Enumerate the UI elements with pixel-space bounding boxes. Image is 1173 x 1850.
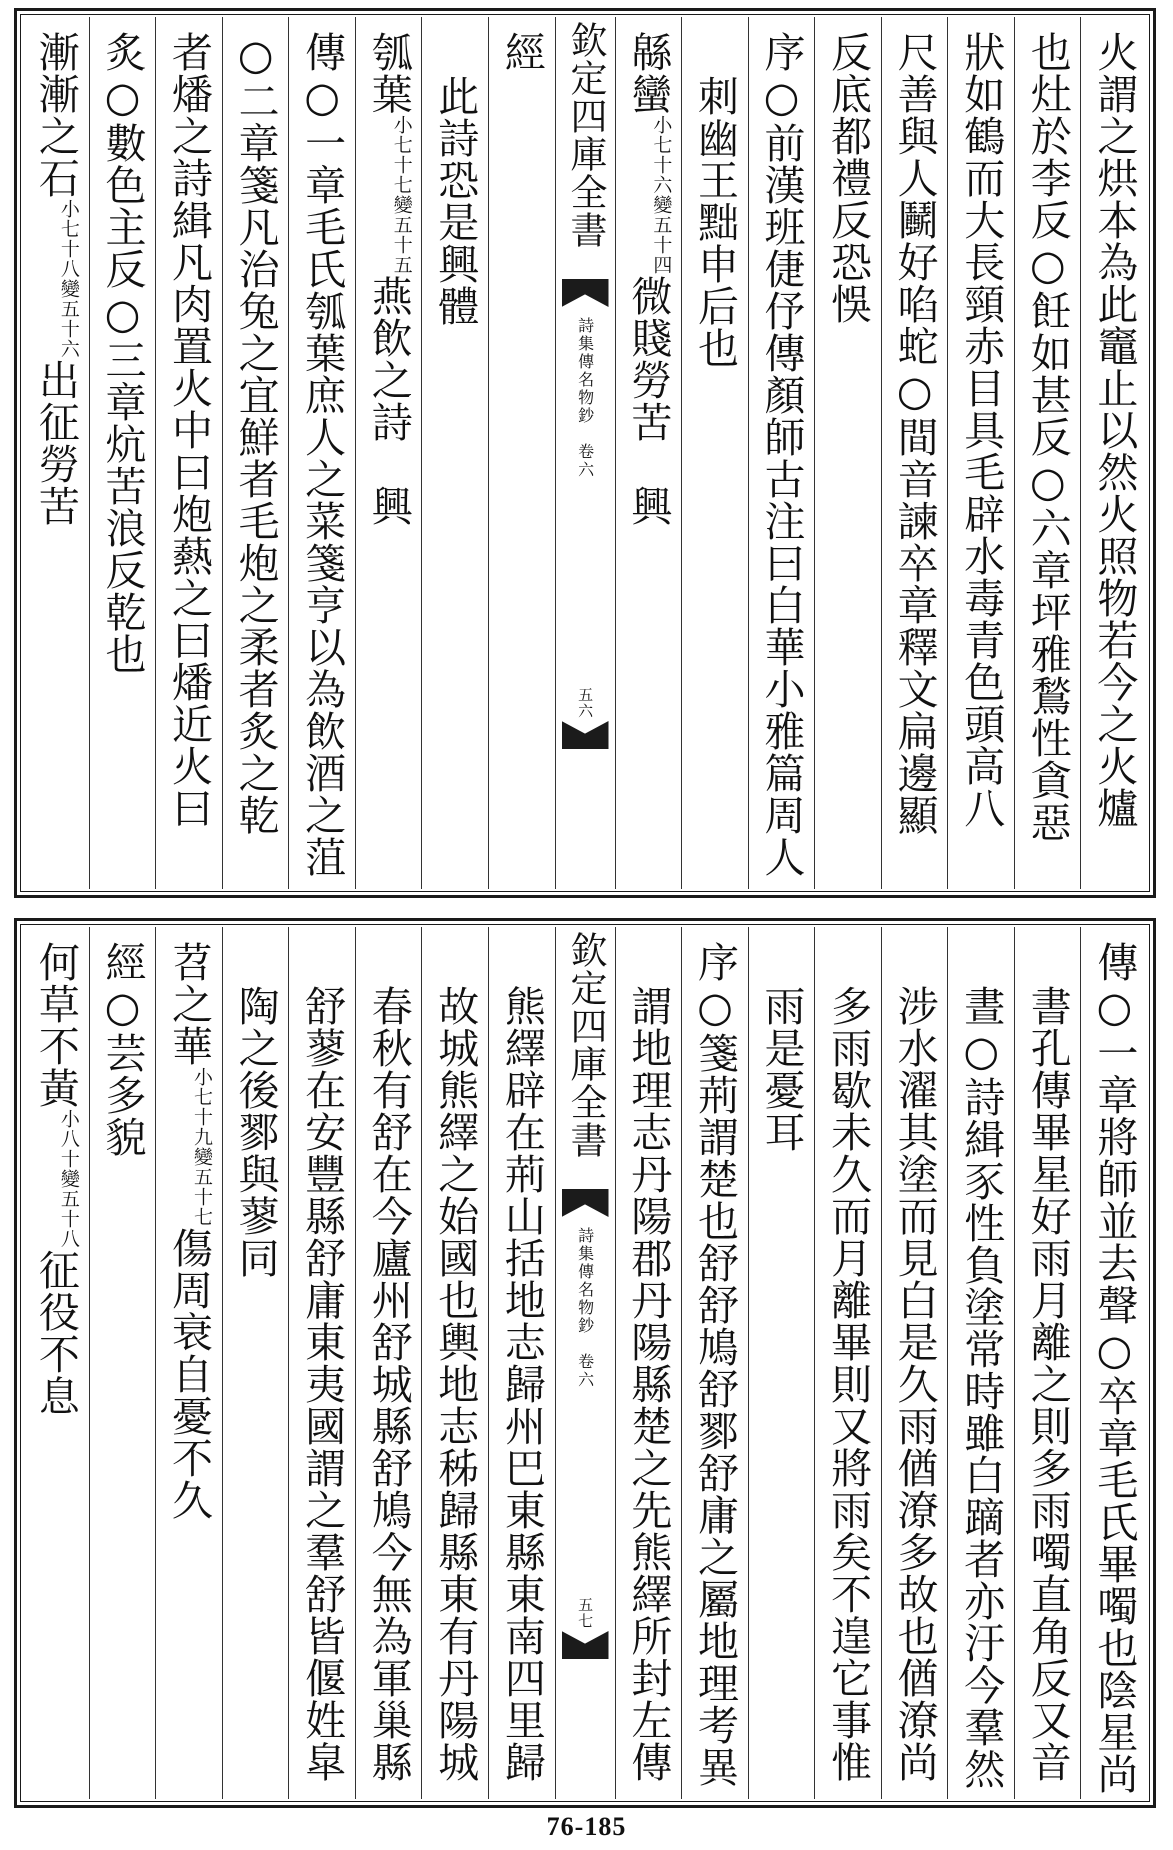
text-column: 經○芸多貌 (90, 927, 157, 1799)
top-page-columns (23, 17, 1147, 889)
text-column: 故城熊繹之始國也輿地志秭歸縣東有丹陽城 (422, 927, 489, 1799)
running-head: 詩集傳名物鈔 卷六 (575, 317, 595, 479)
poem-heading-column (23, 17, 90, 889)
poem-number: 小七十七 (390, 115, 413, 195)
text-column: 熊繹辟在荊山括地志歸州巴東縣東南四里歸 (489, 927, 556, 1799)
fish-tail-ornament (562, 1631, 609, 1659)
text-column: 經 (489, 17, 556, 889)
text-column: 序○箋荊謂楚也舒舒鳩舒鄝舒庸之屬地理考異 (682, 927, 749, 1799)
text-column: 謂地理志丹陽郡丹陽縣楚之先熊繹所封左傳 (616, 927, 683, 1799)
text-column: 刺幽王黜申后也 (682, 17, 749, 889)
poem-title: 瓠葉 (364, 31, 413, 115)
poem-number: 小七十六 (650, 115, 673, 195)
poem-summary: 出征勞苦 (31, 359, 80, 527)
text-column: 者燔之詩緝凡肉置火中曰炮爇之曰燔近火曰 (156, 17, 223, 889)
center-fold (556, 17, 616, 889)
text-column: 多雨歇未久而月離畢則又將雨矣不遑它事惟 (815, 927, 882, 1799)
poem-title: 緜蠻 (624, 31, 673, 115)
text-column: 尺善與人鬭好啗蛇○間音諫卒章釋文扁邊顯 (882, 17, 949, 889)
poem-number: 變五十八 (57, 1169, 80, 1249)
text-column: 也灶於李反○飪如甚反○六章坪雅鶖性貪惡 (1015, 17, 1082, 889)
text-column: 雨是憂耳 (749, 927, 816, 1799)
poem-title: 漸漸之石 (31, 31, 80, 199)
text-column: ○二章箋凡治兔之宜鮮者毛炮之柔者炙之乾 (223, 17, 290, 889)
poem-heading-column (23, 927, 90, 1799)
poem-summary: 燕飲之詩 興 (364, 275, 413, 527)
text-column: 火謂之烘本為此竈止以然火照物若今之火爐 (1090, 31, 1139, 829)
text-column: 序○前漢班倢伃傳顏師古注曰白華小雅篇周人 (749, 17, 816, 889)
bottom-page (14, 918, 1156, 1808)
text-column: 陶之後鄝與蓼同 (223, 927, 290, 1799)
poem-number: 小七十九 (191, 1067, 214, 1147)
fish-tail-ornament (562, 1189, 609, 1217)
text-column: 晝○詩緝豕性負塗常時雖白蹢者亦汙今羣然 (948, 927, 1015, 1799)
text-column: 傳○一章毛氏瓠葉庶人之菜箋亨以為飲酒之菹 (289, 17, 356, 889)
text-column: 炙○數色主反○三章炕苦浪反乾也 (90, 17, 157, 889)
book-title-banner: 欽定四庫全書 (563, 21, 607, 249)
bottom-page-columns (23, 927, 1147, 1799)
text-column: 涉水濯其塗而見白是久雨偤潦多故也偤潦尚 (882, 927, 949, 1799)
text-column: 反底都禮反恐悞 (815, 17, 882, 889)
text-column: 傳○一章將師並去聲○卒章毛氏畢噣也陰星尚 (1090, 941, 1139, 1795)
page-number: 76-185 (546, 1812, 627, 1841)
poem-number: 變五十六 (57, 279, 80, 359)
text-column: 此詩恐是興體 (422, 17, 489, 889)
text-column: 書孔傳畢星好雨月離之則多雨噣直角反又音 (1015, 927, 1082, 1799)
poem-number: 小七十八 (57, 199, 80, 279)
poem-summary: 微賤勞苦 興 (624, 275, 673, 527)
poem-heading-column (356, 17, 423, 889)
fish-tail-ornament (562, 279, 609, 307)
poem-number: 小八十 (57, 1109, 80, 1169)
poem-heading-column (156, 927, 223, 1799)
poem-number: 變五十四 (650, 195, 673, 275)
poem-heading-column (616, 17, 683, 889)
top-page (14, 8, 1156, 898)
book-title-banner: 欽定四庫全書 (563, 931, 607, 1159)
center-fold (556, 927, 616, 1799)
poem-title: 苕之華 (165, 941, 214, 1067)
leaf-number: 五七 (576, 1597, 595, 1629)
poem-title: 何草不黃 (31, 941, 80, 1109)
text-column: 狀如鶴而大長頸赤目具毛辟水毒青色頭高八 (948, 17, 1015, 889)
leaf-number: 五六 (576, 687, 595, 719)
poem-number: 變五十五 (390, 195, 413, 275)
poem-summary: 征役不息 (31, 1249, 80, 1417)
text-column: 舒蓼在安豐縣舒庸東夷國謂之羣舒皆偃姓皐 (289, 927, 356, 1799)
poem-number: 變五十七 (191, 1147, 214, 1227)
poem-summary: 傷周衰自憂不久 (165, 1227, 214, 1521)
text-column: 春秋有舒在今廬州舒城縣舒鳩今無為軍巢縣 (356, 927, 423, 1799)
fish-tail-ornament (562, 721, 609, 749)
running-head: 詩集傳名物鈔 卷六 (575, 1227, 595, 1389)
